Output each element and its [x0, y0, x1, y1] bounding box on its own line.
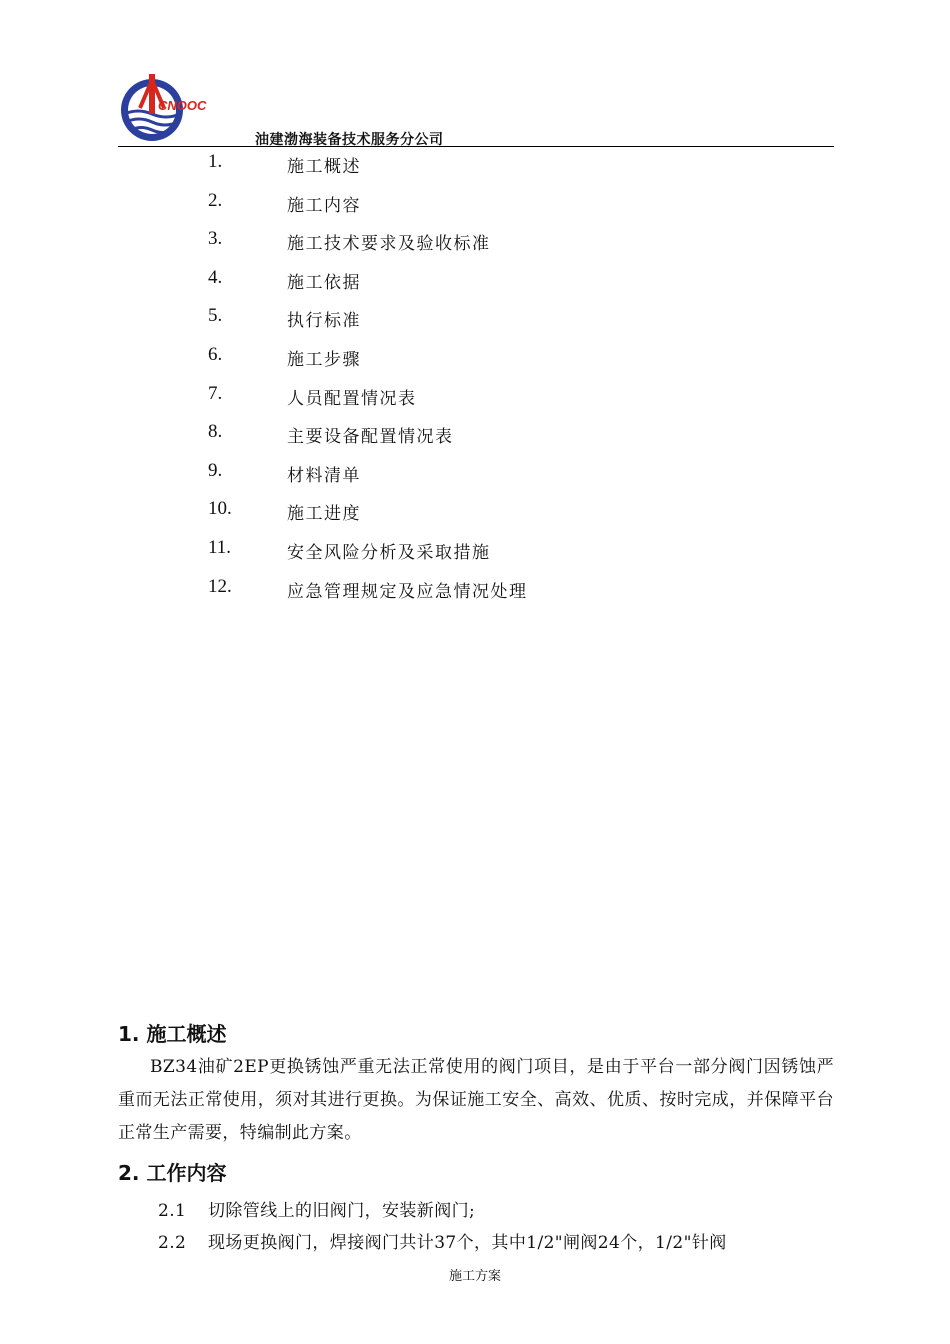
section-2-item: 2.2 现场更换阀门，焊接阀门共计37个，其中1/2"闸阀24个，1/2"针阀 — [158, 1233, 727, 1253]
toc-text: 主要设备配置情况表 — [287, 427, 454, 448]
toc-item — [0, 185, 950, 224]
toc-text: 施工概述 — [287, 157, 361, 177]
toc-number: 3. — [208, 228, 223, 250]
toc-number: 11. — [208, 536, 232, 558]
toc-text: 材料清单 — [287, 465, 361, 486]
toc-number: 6. — [208, 343, 223, 365]
toc-number: 4. — [208, 266, 223, 288]
toc-number: 2. — [208, 189, 223, 211]
svg-text:CNOOC: CNOOC — [158, 98, 207, 113]
toc-text: 施工步骤 — [287, 349, 361, 370]
toc-text: 施工技术要求及验收标准 — [287, 234, 491, 255]
toc-number: 10. — [208, 498, 232, 520]
toc-item — [0, 532, 950, 571]
company-name: 油建渤海装备技术服务分公司 — [255, 132, 444, 148]
toc-number: 5. — [208, 305, 223, 327]
toc-number: 8. — [208, 421, 223, 443]
section-2-heading: 2. 工作内容 — [118, 1161, 227, 1185]
toc-item — [0, 455, 950, 494]
cnooc-logo — [118, 72, 207, 144]
toc-item — [0, 262, 950, 301]
section-2-item: 2.1 切除管线上的旧阀门，安装新阀门; — [158, 1201, 476, 1221]
toc-text: 施工进度 — [287, 504, 361, 525]
toc-item — [0, 571, 950, 610]
table-of-contents — [0, 146, 950, 609]
toc-item — [0, 223, 950, 262]
toc-number: 9. — [208, 459, 223, 481]
toc-text: 安全风险分析及采取措施 — [287, 542, 491, 563]
section-1-text: BZ34油矿2EP更换锈蚀严重无法正常使用的阀门项目，是由于平台一部分阀门因锈蚀严重而无法正常使用，须对其进行更换。为保证施工安全、高效、优质、按时完成，并保障平台正常生产需要，特编制此方案。 — [118, 1057, 834, 1143]
toc-item — [0, 146, 950, 185]
toc-item — [0, 300, 950, 339]
toc-text: 人员配置情况表 — [287, 388, 417, 409]
toc-text: 施工依据 — [287, 272, 361, 293]
section-1-body — [118, 1051, 834, 1150]
toc-number: 1. — [208, 151, 223, 172]
section-1-heading: 1. 施工概述 — [118, 1022, 227, 1046]
toc-item — [0, 339, 950, 378]
toc-item — [0, 493, 950, 532]
toc-number: 7. — [208, 382, 223, 404]
toc-number: 12. — [208, 575, 232, 597]
toc-item — [0, 378, 950, 417]
page-footer: 施工方案 — [448, 1269, 501, 1284]
toc-item — [0, 416, 950, 455]
toc-text: 施工内容 — [287, 195, 361, 216]
toc-text: 执行标准 — [287, 311, 361, 332]
toc-text: 应急管理规定及应急情况处理 — [287, 581, 528, 602]
